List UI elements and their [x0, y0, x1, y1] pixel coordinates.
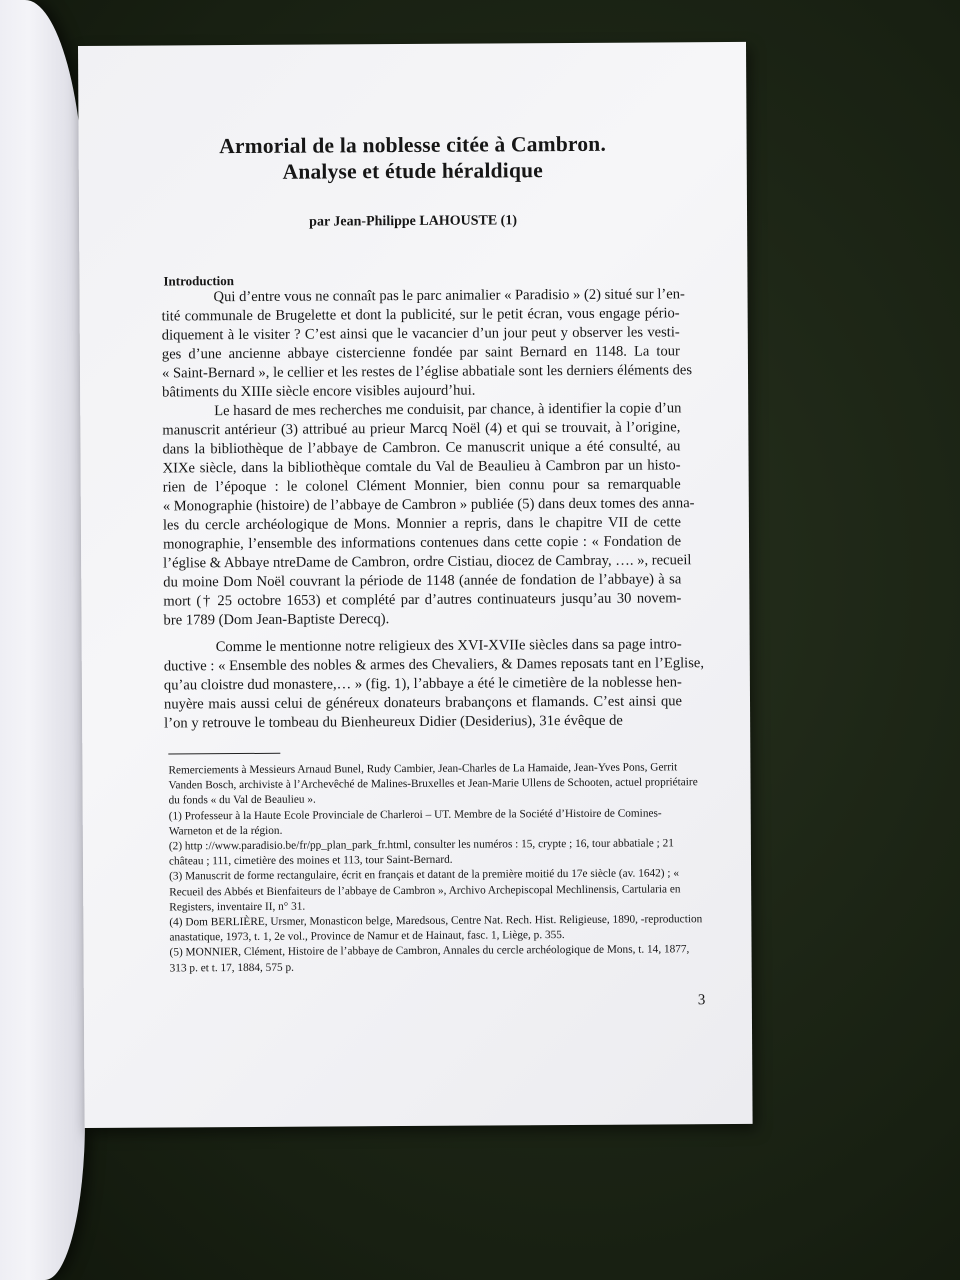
text-line: manuscrit antérieur (3) attribué au prieur Marcq Noël (4) et qui se trouvait, à l’origine, — [162, 419, 681, 439]
title-line-2: Analyse et étude héraldique — [282, 158, 544, 184]
text-line: l’église & Abbaye ntreDame de Cambron, ordre Cistiau, diocez de Cambray, …. », recueil — [163, 552, 692, 572]
text-line: rien de l’époque : le colonel Clément Monnier, bien connu pour sa remarquable — [162, 476, 681, 496]
page-number: 3 — [697, 992, 706, 1009]
section-heading: Introduction — [163, 273, 235, 289]
footnotes — [168, 760, 703, 976]
text-line: monographie, l’ensemble des informations contenues dans cette copie : « Fondation de — [162, 533, 682, 553]
text-line: XIXe siècle, dans la bibliothèque comtale du Val de Beaulieu à Cambron par un histo- — [162, 457, 681, 477]
text-line: ges d’une ancienne abbaye cistercienne fondée par saint Bernard en 1148. La tour — [161, 343, 680, 363]
text-line: bre 1789 (Dom Jean-Baptiste Derecq). — [163, 611, 390, 629]
body-paragraph — [163, 635, 705, 733]
footnote: (1) Professeur à la Haute Ecole Provinciale de Charleroi – UT. Membre de la Société d’Histoire de Comines-Warneton et de la région. — [168, 807, 662, 838]
footnote: (4) Dom BERLIÈRE, Ursmer, Monasticon belge, Maredsous, Centre Nat. Rech. Hist. Religieuse, 1890, -reproduction anastatique, 1973, t. 1, 2e vol., Province de Namur et de Hainaut, fasc. 1, Liège, p. 355. — [169, 913, 703, 944]
text-line: Le hasard de mes recherches me conduisit, par chance, à identifier la copie d’un — [214, 400, 682, 420]
text-line: du moine Dom Noël couvrant la période de 1148 (année de fondation de l’abbaye) à sa — [163, 571, 682, 591]
text-line: dans la bibliothèque de l’abbaye de Cambron. Ce manuscrit unique a été consulté, au — [162, 438, 681, 458]
text-line: l’on y retrouve le tombeau du Bienheureux Didier (Desiderius), 31e évêque de — [164, 712, 623, 732]
facing-page-edge — [0, 0, 85, 1280]
text-line: les du cercle archéologique de Mons. Monnier a repris, dans le chapitre VII de cette — [162, 514, 681, 534]
title-line-1: Armorial de la noblesse citée à Cambron. — [219, 131, 607, 159]
footnote: (3) Manuscrit de forme rectangulaire, écrit en français et datant de la première moitié du 17e siècle (av. 1642) ; « Recueil des Abbés et Bienfaiteurs de l’abbaye de Cambron », Archivo Archepiscopal Mechlinensis, Cartularia en Registers, inventaire II, n° 31. — [169, 867, 681, 914]
footnote: (2) http ://www.paradisio.be/fr/pp_plan_park_fr.html, consulter les numéros : 15, crypte ; 16, tour abbatiale ; 21 château ; 111, cimetière des moines et 113, tour Saint-Bernard. — [168, 837, 674, 868]
footnote-rule — [168, 753, 280, 755]
article-title — [79, 130, 747, 186]
text-line: qu’au cloistre dud monastere,… » (fig. 1), l’abbaye a été le cimetière de la noblesse hen- — [163, 674, 682, 694]
text-line: bâtiments du XIIIe siècle encore visibles aujourd’hui. — [162, 382, 476, 401]
text-line: tité communale de Brugelette et dont la publicité, sur le petit écran, vous engage pério- — [161, 305, 680, 325]
footnote: (5) MONNIER, Clément, Histoire de l’abbaye de Cambron, Annales du cercle archéologique de Mons, t. 14, 1877, 313 p. et t. 17, 1884, 575 p. — [169, 943, 690, 975]
text-line: « Monographie (histoire) de l’abbaye de Cambron » publiée (5) dans deux tomes des anna- — [162, 495, 695, 515]
text-line: nuyère mais aussi celui de généreux donateurs brabançons et flamands. C’est ainsi que — [163, 693, 683, 713]
body-paragraph — [161, 285, 693, 402]
text-line: Comme le mentionne notre religieux des XVI-XVIIe siècles dans sa page intro- — [215, 636, 682, 656]
text-line: diquement à le visiter ? C’est ainsi que le vacancier d’un jour peut y observer les vesti- — [161, 324, 680, 344]
body-text — [161, 285, 705, 733]
text-line: mort († 25 octobre 1653) et complété par d’autres continuateurs jusqu’au 30 novem- — [163, 590, 682, 610]
text-line: ductive : « Ensemble des nobles & armes des Chevaliers, & Dames reposats tant en l’Eglise, — [163, 655, 705, 675]
document-page — [78, 42, 753, 1128]
text-line: Qui d’entre vous ne connaît pas le parc animalier « Paradisio » (2) situé sur l’en- — [213, 286, 685, 306]
footnote: Remerciements à Messieurs Arnaud Bunel, Rudy Cambier, Jean-Charles de La Hamaide, Jean-Yves Pons, Gerrit Vanden Bosch, archiviste à l’Archevêché de Malines-Bruxelles et Jean-Marie Ullens de Schooten, actuel propriétaire du fonds « du Val de Beaulieu ». — [168, 761, 698, 807]
body-paragraph — [162, 399, 695, 630]
author-line: par Jean-Philippe LAHOUSTE (1) — [309, 213, 518, 230]
text-line: « Saint-Bernard », le cellier et les restes de l’église abbatiale sont les derniers éléments des — [161, 362, 693, 382]
